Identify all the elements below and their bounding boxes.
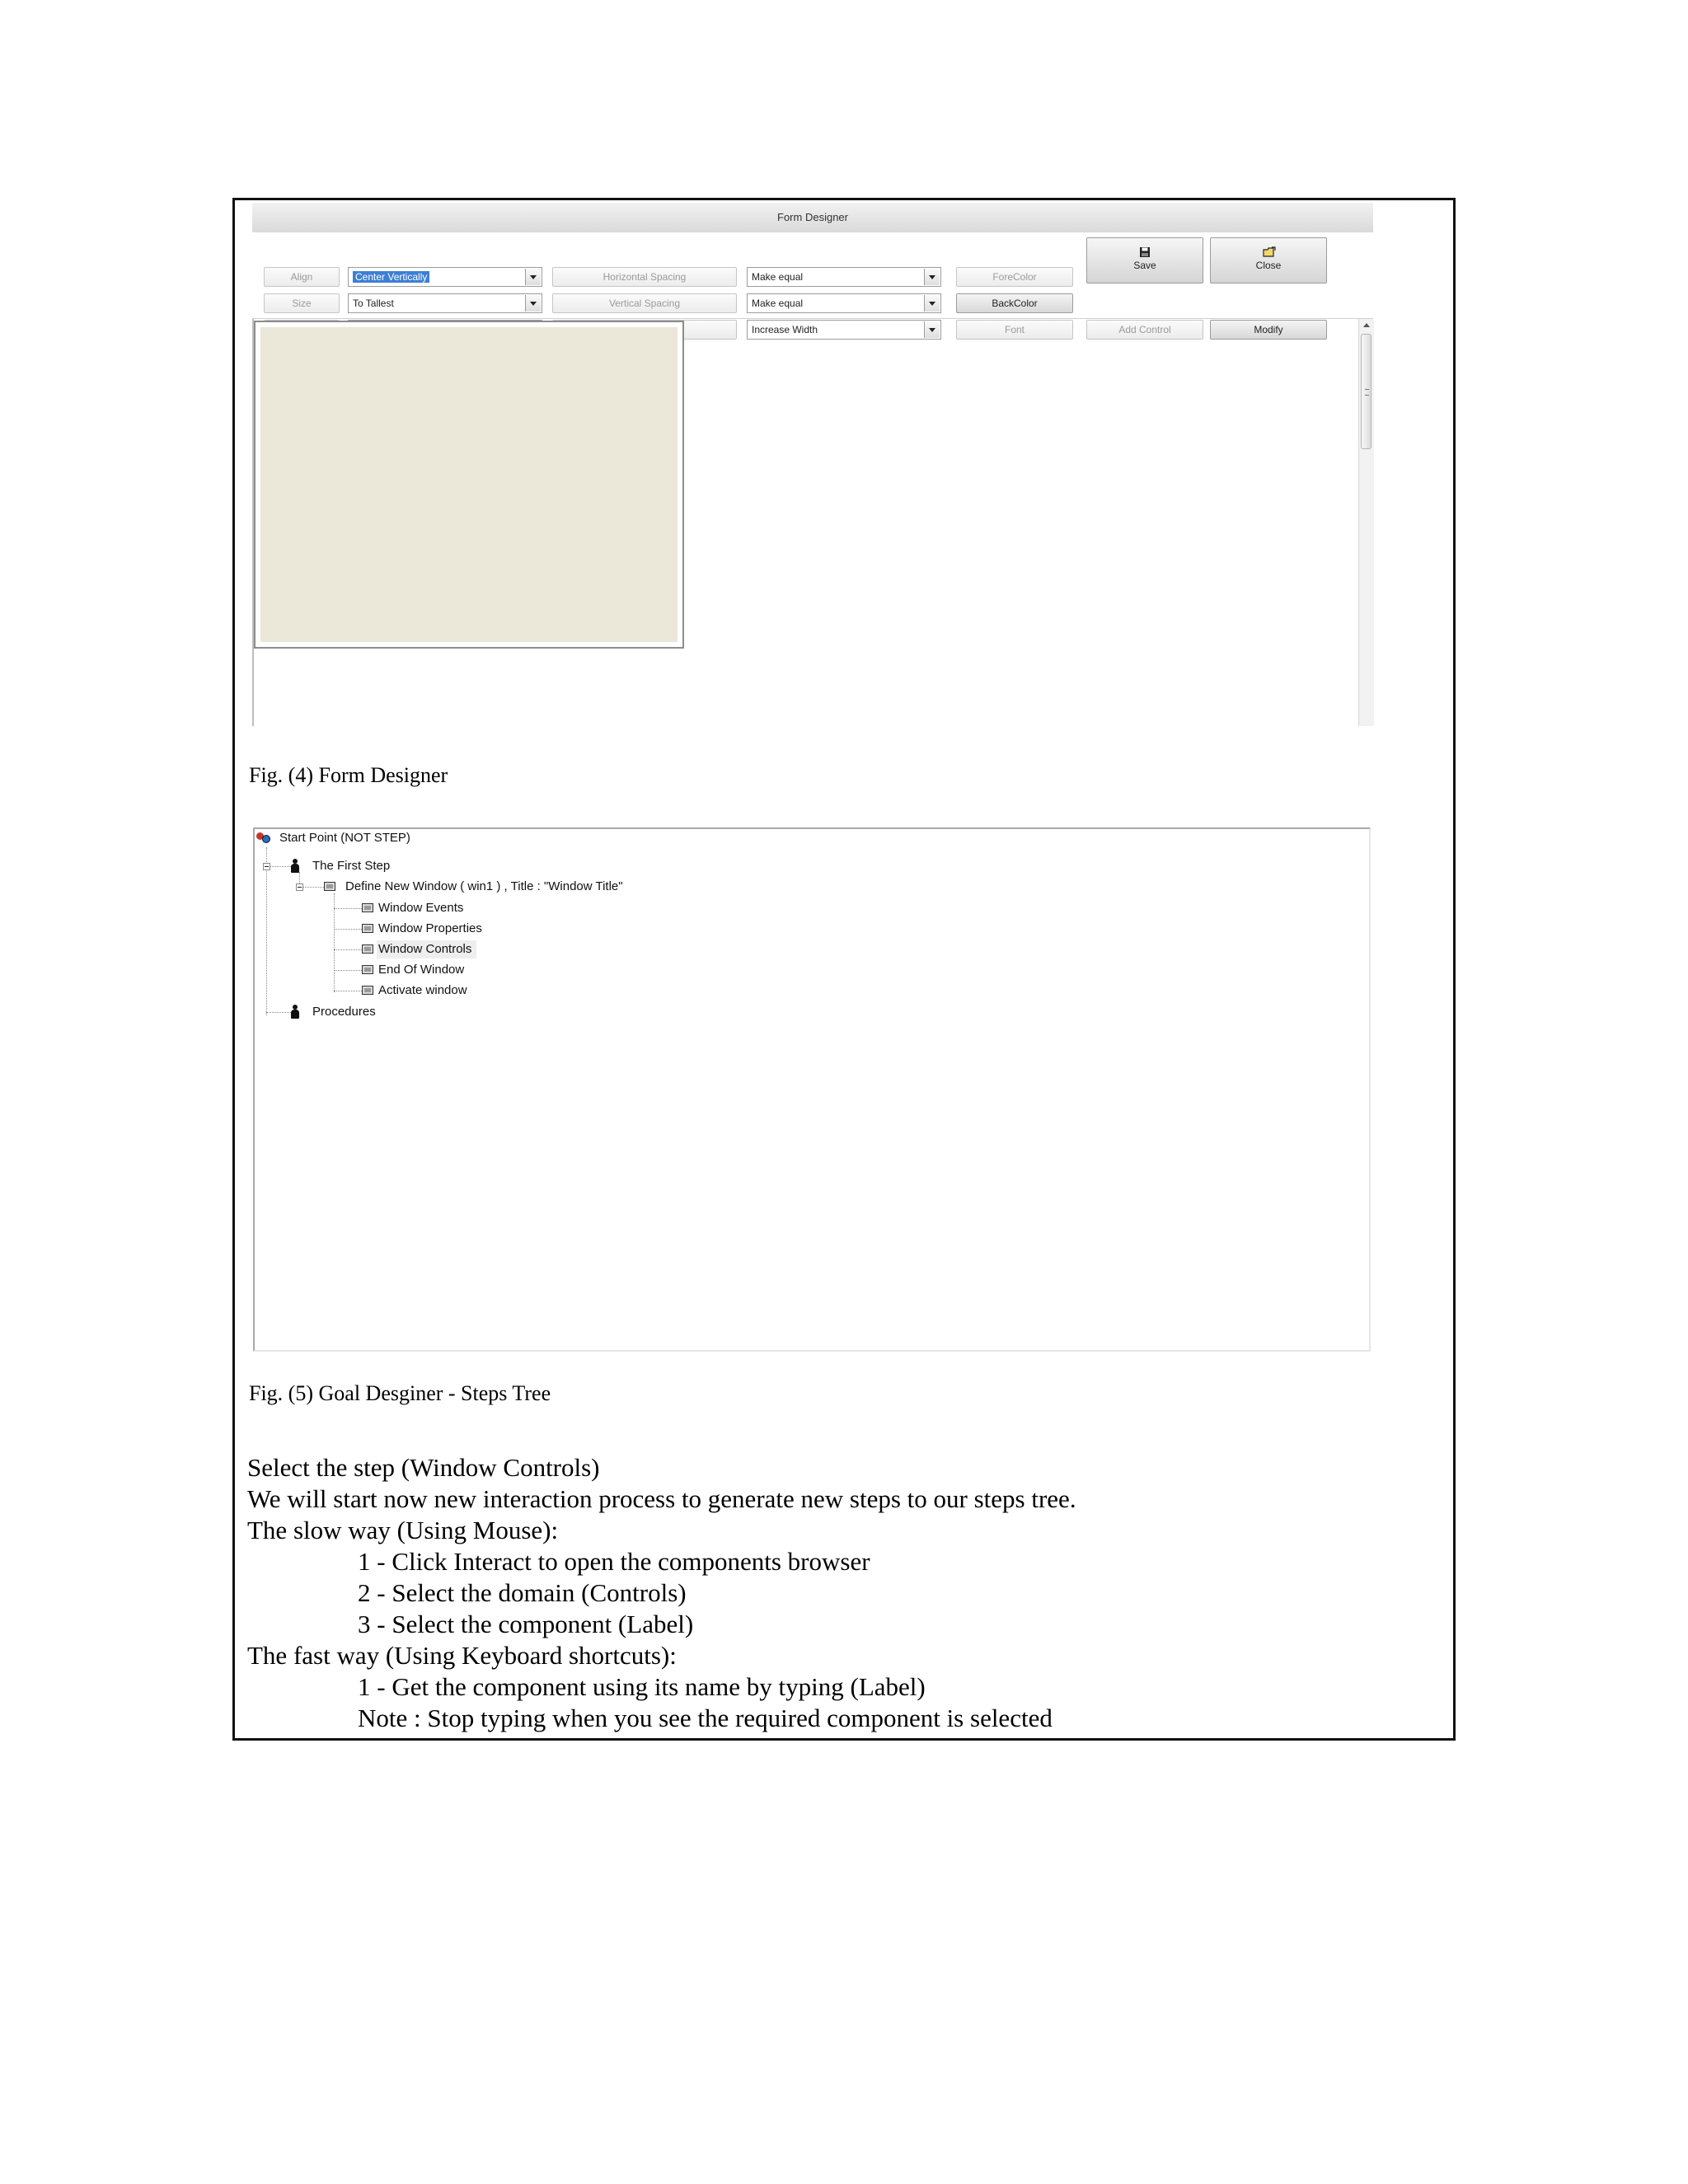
window-icon	[324, 882, 335, 891]
close-label: Close	[1255, 260, 1282, 271]
steps-tree	[253, 827, 1371, 1352]
body-line-7: The fast way (Using Keyboard shortcuts):	[247, 1641, 677, 1670]
designed-form[interactable]	[254, 321, 684, 649]
step-person-icon	[291, 859, 299, 873]
start-point-icon	[256, 831, 271, 844]
tree-node-window-properties[interactable]: Window Properties	[378, 921, 482, 935]
forecolor-button[interactable]: ForeColor	[956, 267, 1073, 287]
folder-icon	[1263, 246, 1274, 258]
vertical-spacing-select[interactable]	[747, 293, 941, 313]
size-select[interactable]	[348, 293, 542, 313]
horizontal-spacing-button[interactable]: Horizontal Spacing	[552, 267, 737, 287]
tree-connector	[334, 949, 362, 950]
window-icon	[362, 903, 373, 912]
align-button[interactable]: Align	[264, 267, 340, 287]
tree-connector	[334, 970, 362, 971]
window-icon	[362, 944, 373, 954]
tree-node-end-of-window[interactable]: End Of Window	[378, 963, 465, 977]
body-line-4: 1 - Click Interact to open the components browser	[358, 1547, 870, 1576]
body-line-3: The slow way (Using Mouse):	[247, 1516, 559, 1544]
tree-connector	[266, 1012, 291, 1013]
size-select-value: To Tallest	[353, 298, 394, 309]
tree-node-activate-window[interactable]: Activate window	[378, 983, 467, 997]
chevron-down-icon[interactable]	[525, 269, 541, 285]
close-button[interactable]	[1210, 237, 1327, 284]
window-icon	[362, 986, 373, 995]
tree-node-procedures[interactable]: Procedures	[312, 1005, 376, 1019]
size-button[interactable]: Size	[264, 293, 340, 313]
tree-node-define-window[interactable]: Define New Window ( win1 ) , Title : "Window Title"	[345, 879, 623, 893]
body-line-6: 3 - Select the component (Label)	[358, 1610, 694, 1638]
tree-node-start-point[interactable]: Start Point (NOT STEP)	[279, 831, 410, 845]
chevron-down-icon[interactable]	[525, 295, 541, 312]
tree-connector	[334, 908, 362, 909]
tree-connector	[334, 929, 362, 930]
resize-select-value: Increase Width	[752, 324, 818, 335]
save-label: Save	[1133, 260, 1156, 271]
fig4-caption: Fig. (4) Form Designer	[249, 763, 448, 787]
horizontal-spacing-select[interactable]	[747, 267, 941, 287]
backcolor-button[interactable]: BackColor	[956, 293, 1073, 313]
fig5-caption: Fig. (5) Goal Desginer - Steps Tree	[249, 1381, 551, 1405]
procedure-person-icon	[291, 1005, 299, 1019]
form-designer-title: Form Designer	[252, 203, 1373, 233]
window-icon	[362, 924, 373, 933]
align-select[interactable]	[348, 267, 542, 287]
form-design-surface	[252, 318, 1373, 726]
chevron-down-icon[interactable]	[924, 295, 940, 312]
window-icon	[362, 965, 373, 974]
tree-node-window-controls[interactable]: Window Controls	[377, 940, 476, 958]
vertical-scrollbar[interactable]	[1358, 319, 1374, 726]
scrollbar-thumb[interactable]	[1361, 334, 1372, 449]
horizontal-spacing-value: Make equal	[752, 271, 804, 283]
chevron-down-icon[interactable]	[924, 269, 940, 285]
collapse-toggle-icon[interactable]	[296, 883, 303, 891]
body-line-9: Note : Stop typing when you see the required component is selected	[358, 1704, 1053, 1732]
grip-icon	[1365, 389, 1369, 396]
floppy-disk-icon	[1139, 246, 1151, 258]
collapse-toggle-icon[interactable]	[263, 863, 270, 870]
add-control-button[interactable]: Add Control	[1086, 320, 1203, 340]
align-select-value: Center Vertically	[353, 271, 429, 283]
tree-node-window-events[interactable]: Window Events	[378, 901, 464, 915]
font-button[interactable]: Font	[956, 320, 1073, 340]
tree-connector	[266, 847, 267, 1015]
vertical-spacing-value: Make equal	[752, 298, 804, 309]
vertical-spacing-button[interactable]: Vertical Spacing	[552, 293, 737, 313]
body-line-2: We will start now new interaction process to generate new steps to our steps tree.	[247, 1484, 1076, 1513]
scroll-up-arrow-icon[interactable]	[1363, 323, 1370, 327]
modify-button[interactable]: Modify	[1210, 320, 1327, 340]
designed-form-client-area[interactable]	[260, 327, 678, 642]
tree-node-first-step[interactable]: The First Step	[312, 859, 391, 873]
save-button[interactable]	[1086, 237, 1203, 284]
body-line-8: 1 - Get the component using its name by typing (Label)	[358, 1672, 926, 1701]
body-line-1: Select the step (Window Controls)	[247, 1453, 600, 1482]
body-line-5: 2 - Select the domain (Controls)	[358, 1578, 687, 1607]
